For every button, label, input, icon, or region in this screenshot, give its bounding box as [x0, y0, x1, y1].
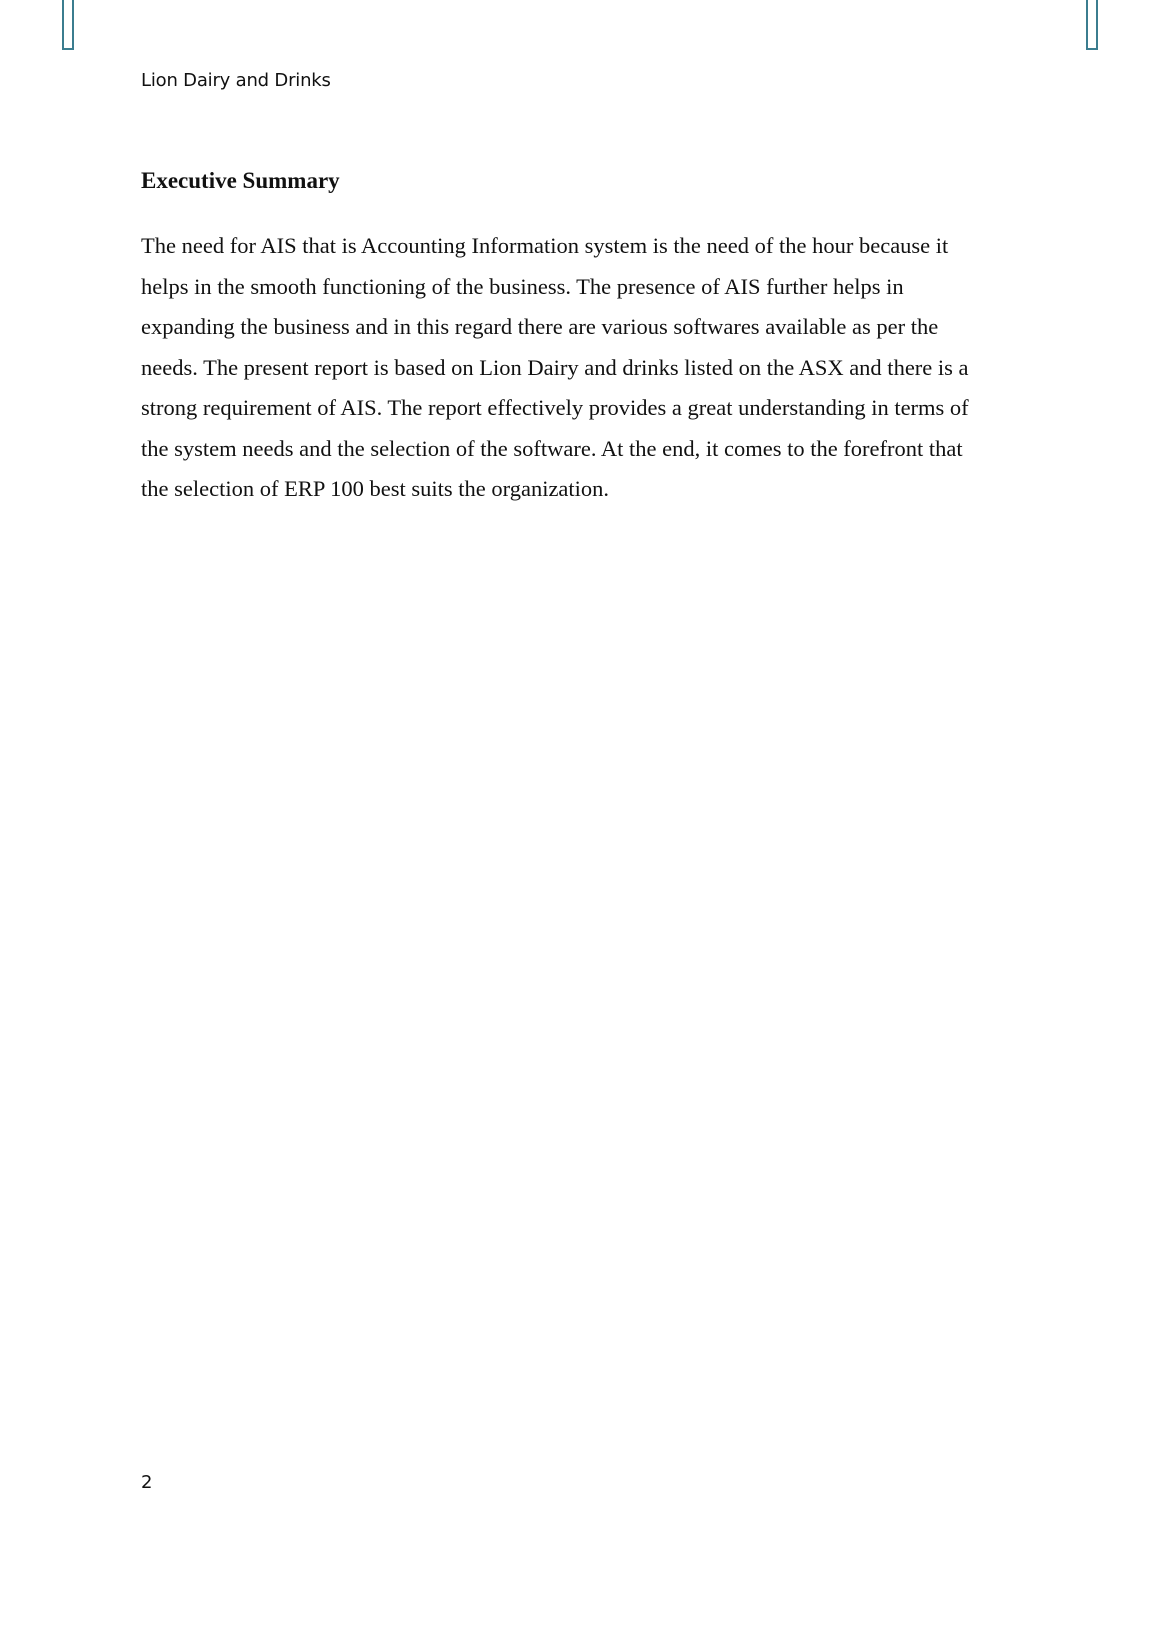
paragraph-line: strong requirement of AIS. The report effectively provides a great understanding in terms of: [141, 395, 969, 420]
paragraph-line: helps in the smooth functioning of the business. The presence of AIS further helps in: [141, 273, 904, 299]
page-number: 2: [141, 1472, 153, 1493]
paragraph-line: The need for AIS that is Accounting Information system is the need of the hour because it: [141, 233, 949, 258]
paragraph-line: needs. The present report is based on Lion Dairy and drinks listed on the ASX and there is a: [141, 354, 969, 380]
paragraph-line: the system needs and the selection of the software. At the end, it comes to the forefront that: [141, 435, 963, 461]
paragraph-line: the selection of ERP 100 best suits the organization.: [141, 476, 610, 501]
section-heading: Executive Summary: [141, 168, 340, 193]
running-header: Lion Dairy and Drinks: [141, 70, 331, 91]
crop-mark-left: [62, 0, 74, 50]
paragraph-line: expanding the business and in this regard there are various softwares available as per the: [141, 314, 939, 339]
executive-summary-paragraph: [141, 226, 1021, 510]
crop-mark-right: [1086, 0, 1098, 50]
